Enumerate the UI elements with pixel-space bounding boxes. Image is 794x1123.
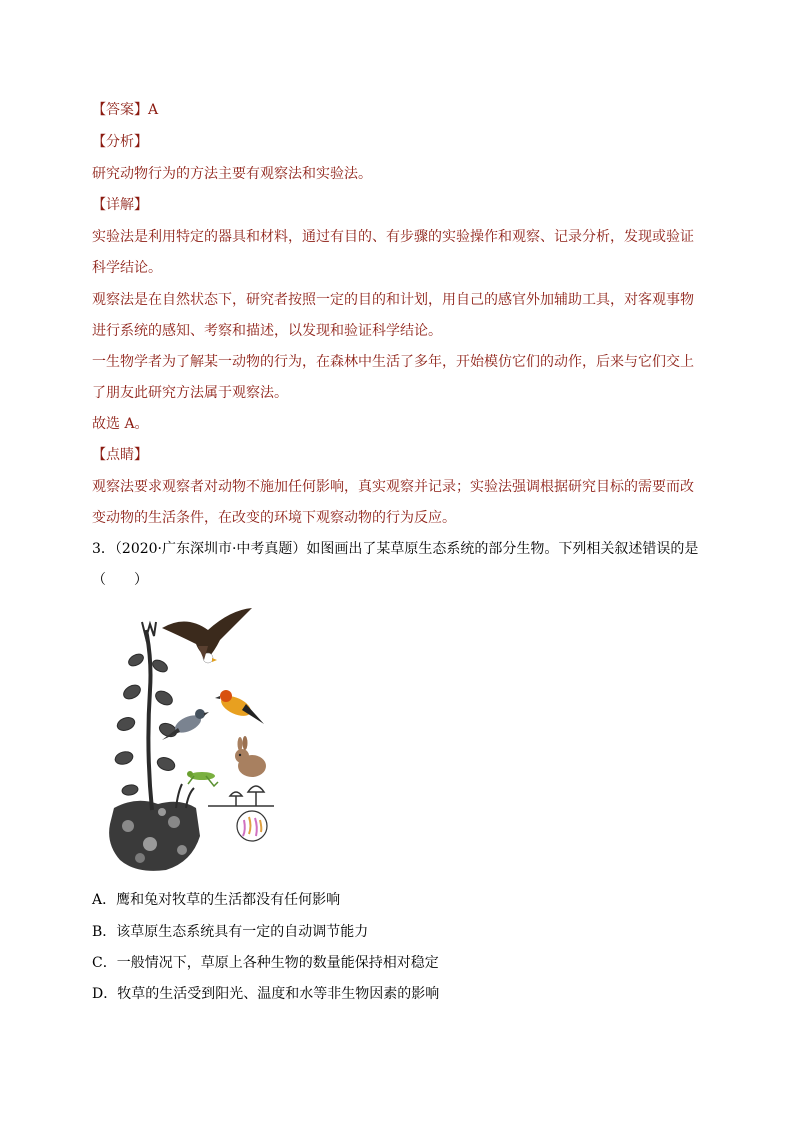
comment-line: 变动物的生活条件，在改变的环境下观察动物的行为反应。: [92, 510, 456, 526]
detail-tag: 【详解】: [92, 197, 148, 213]
grass-plant-icon: [114, 622, 194, 810]
option-d: D．牧草的生活受到阳光、温度和水等非生物因素的影响: [92, 986, 440, 1002]
comment-tag: 【点睛】: [92, 447, 148, 463]
ecosystem-figure: [96, 600, 286, 880]
ecosystem-illustration: [96, 600, 286, 880]
detail-line: 实验法是利用特定的器具和材料，通过有目的、有步骤的实验操作和观察、记录分析，发现或验证: [92, 229, 694, 245]
eagle-icon: [162, 608, 252, 663]
mushroom-icon: [208, 786, 274, 806]
detail-line: 了朋友此研究方法属于观察法。: [92, 385, 288, 401]
option-b: B．该草原生态系统具有一定的自动调节能力: [92, 924, 369, 940]
answer-tag: 【答案】: [92, 102, 148, 118]
answer-line: [92, 100, 158, 120]
detail-line: 进行系统的感知、考察和描述，以发现和验证科学结论。: [92, 323, 442, 339]
option-a: A．鹰和兔对牧草的生活都没有任何影响: [92, 892, 341, 908]
question-blank: （ ）: [92, 572, 148, 588]
rabbit-icon: [235, 736, 266, 777]
tanager-bird-icon: [215, 690, 264, 724]
microorganism-icon: [237, 811, 267, 841]
answer-value: A: [148, 102, 159, 118]
detail-line: 观察法是在自然状态下，研究者按照一定的目的和计划，用自己的感官外加辅助工具，对客观事物: [92, 292, 694, 308]
grasshopper-icon: [187, 771, 218, 786]
detail-line: 一生物学者为了解某一动物的行为，在森林中生活了多年，开始模仿它们的动作，后来与它们交上: [92, 354, 694, 370]
soil-icon: [109, 801, 200, 871]
detail-line: 科学结论。: [92, 260, 162, 276]
analysis-text: 研究动物行为的方法主要有观察法和实验法。: [92, 166, 372, 182]
comment-line: 观察法要求观察者对动物不施加任何影响，真实观察并记录；实验法强调根据研究目标的需要而改: [92, 479, 694, 495]
question-stem: 3．（2020·广东深圳市·中考真题）如图画出了某草原生态系统的部分生物。下列相关叙述错误的是: [92, 541, 699, 557]
analysis-tag: 【分析】: [92, 134, 148, 150]
detail-line: 故选 A。: [92, 416, 149, 432]
option-c: C．一般情况下，草原上各种生物的数量能保持相对稳定: [92, 955, 439, 971]
